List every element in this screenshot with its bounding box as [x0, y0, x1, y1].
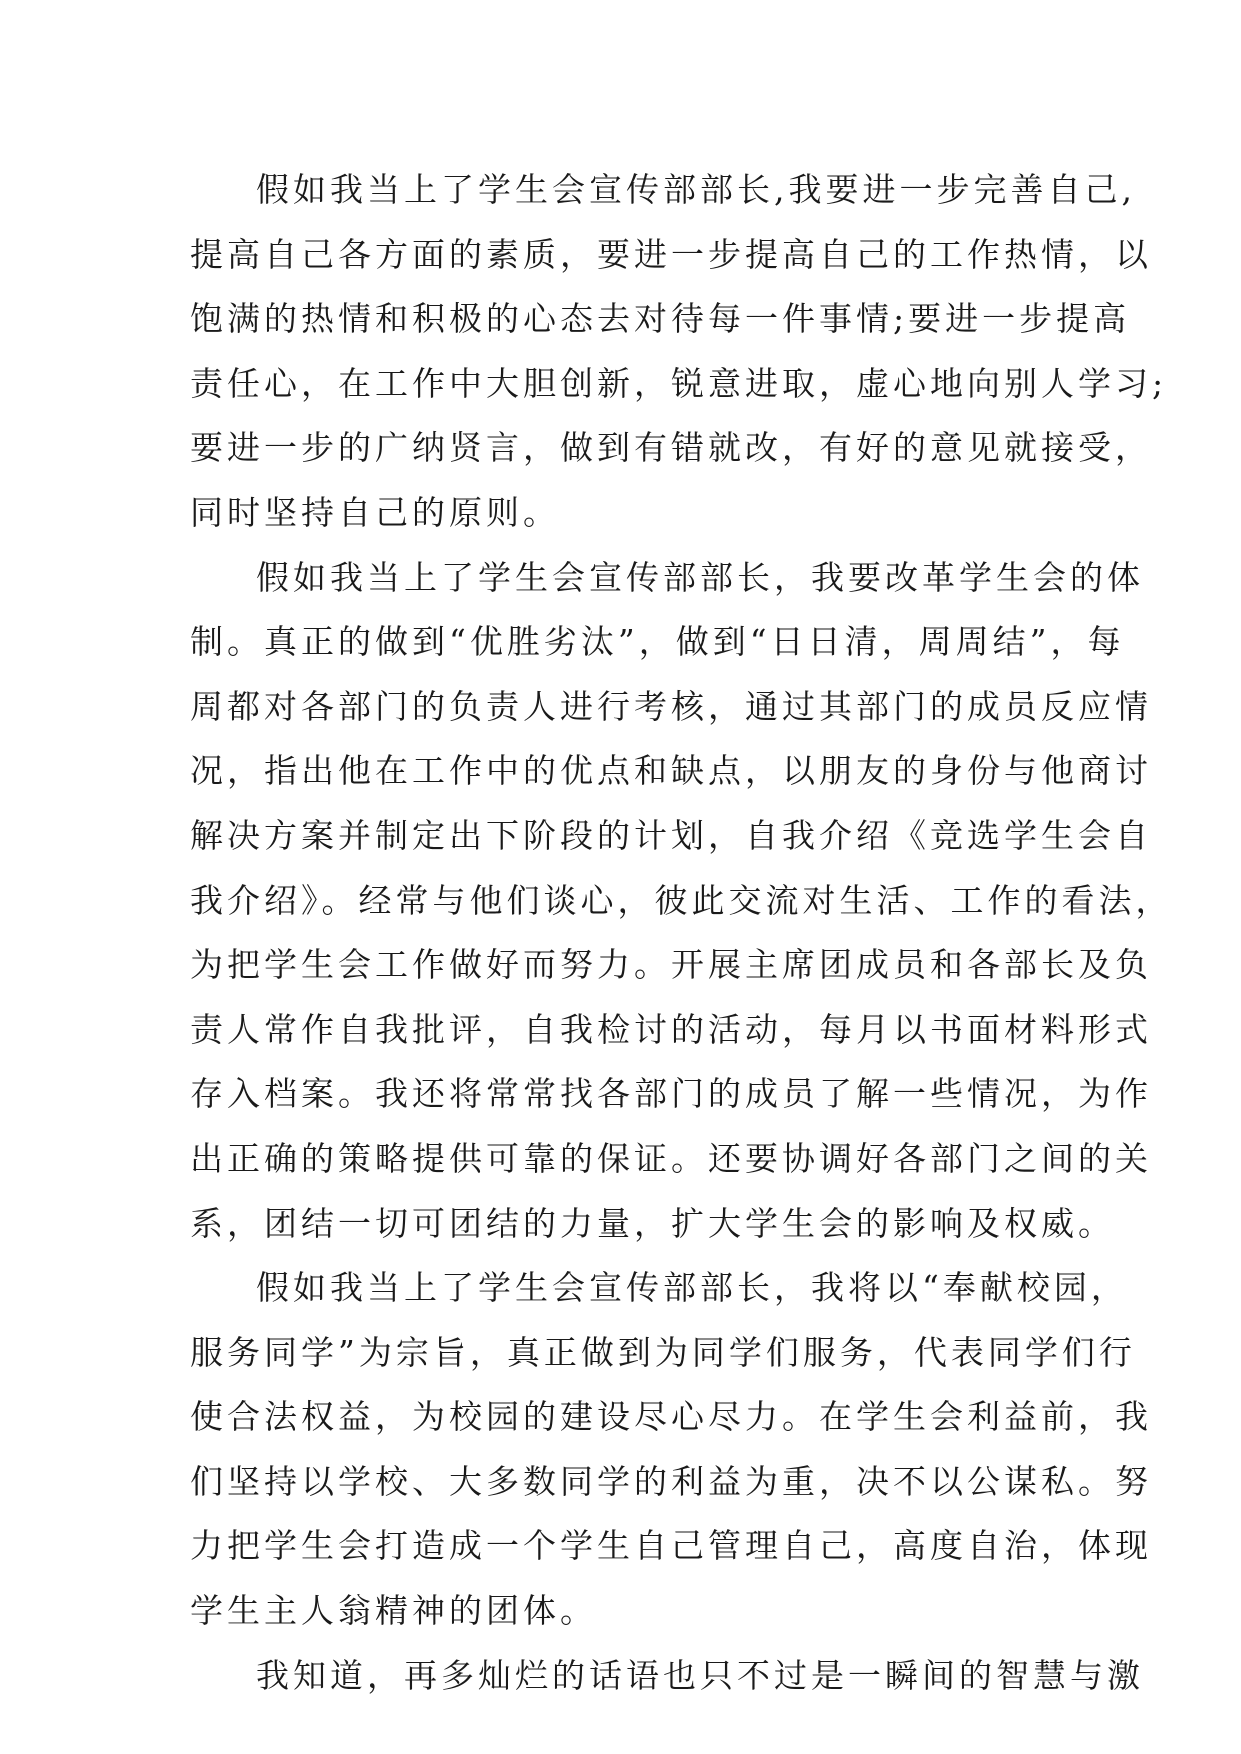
text-line: 解决方案并制定出下阶段的计划，自我介绍《竞选学生会自: [190, 815, 1152, 855]
text-line: 出正确的策略提供可靠的保证。还要协调好各部门之间的关: [190, 1138, 1152, 1178]
text-line: 为把学生会工作做好而努力。开展主席团成员和各部长及负: [190, 945, 1152, 985]
text-line: 同时坚持自己的原则。: [190, 492, 560, 532]
text-line: 们坚持以学校、大多数同学的利益为重，决不以公谋私。努: [190, 1461, 1152, 1501]
text-line: 制。真正的做到“优胜劣汰”，做到“日日清，周周结”，每: [190, 622, 1125, 662]
text-line: 学生主人翁精神的团体。: [190, 1591, 597, 1631]
text-line: 责人常作自我批评，自我检讨的活动，每月以书面材料形式: [190, 1009, 1152, 1049]
text-line: 力把学生会打造成一个学生自己管理自己，高度自治，体现: [190, 1526, 1152, 1566]
text-line: 提高自己各方面的素质，要进一步提高自己的工作热情，以: [190, 234, 1152, 274]
text-line: 我知道，再多灿烂的话语也只不过是一瞬间的智慧与激: [256, 1655, 1144, 1695]
document-body: [190, 158, 1173, 1708]
text-line: 存入档案。我还将常常找各部门的成员了解一些情况，为作: [190, 1074, 1152, 1114]
text-line: 要进一步的广纳贤言，做到有错就改，有好的意见就接受，: [190, 428, 1152, 468]
text-line: 假如我当上了学生会宣传部部长，我要改革学生会的体: [256, 557, 1144, 597]
text-line: 系，团结一切可团结的力量，扩大学生会的影响及权威。: [190, 1203, 1115, 1243]
text-line: 服务同学”为宗旨，真正做到为同学们服务，代表同学们行: [190, 1332, 1136, 1372]
text-line: 饱满的热情和积极的心态去对待每一件事情;要进一步提高: [190, 299, 1131, 339]
text-line: 假如我当上了学生会宣传部部长，我将以“奉献校园，: [256, 1268, 1128, 1308]
text-line: 使合法权益，为校园的建设尽心尽力。在学生会利益前，我: [190, 1397, 1152, 1437]
text-line: 况，指出他在工作中的优点和缺点，以朋友的身份与他商讨: [190, 751, 1152, 791]
text-line: 我介绍》。经常与他们谈心，彼此交流对生活、工作的看法，: [190, 880, 1173, 920]
text-line: 责任心，在工作中大胆创新，锐意进取，虚心地向别人学习;: [190, 363, 1168, 403]
text-line: 假如我当上了学生会宣传部部长,我要进一步完善自己,: [256, 170, 1136, 209]
text-line: 周都对各部门的负责人进行考核，通过其部门的成员反应情: [190, 686, 1152, 726]
